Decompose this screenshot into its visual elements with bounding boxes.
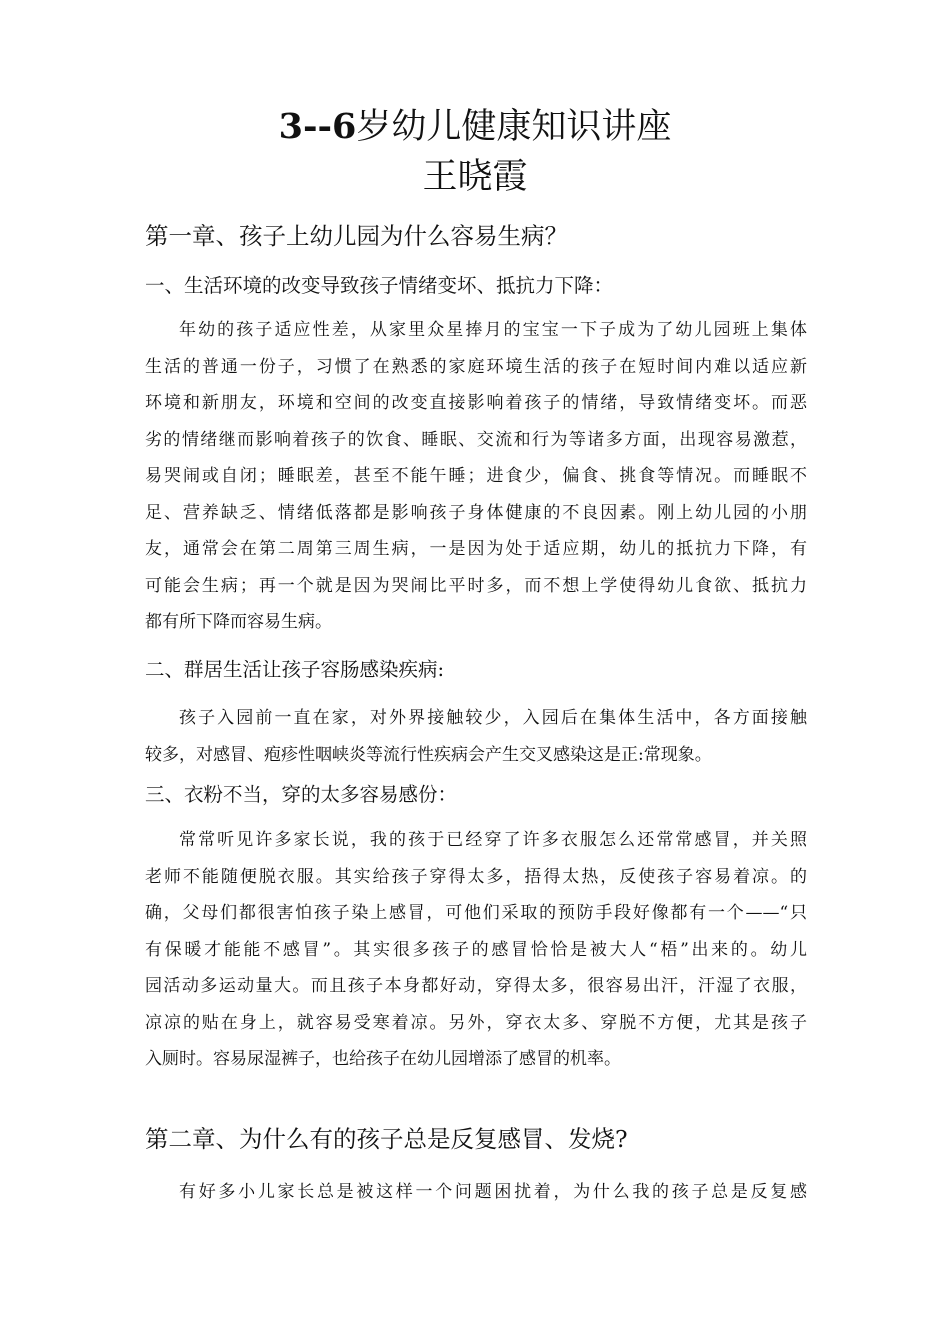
paragraph-line: 环境和新朋友，环境和空间的改变直接影响着孩子的情绪，导致情绪变坏。而恶 (145, 393, 807, 413)
section3-paragraph (145, 822, 807, 1078)
chapter1-heading: 第一章、孩子上幼儿园为什么容易生病？ (145, 222, 568, 250)
section2-paragraph (145, 700, 807, 773)
paragraph-line: 凉凉的贴在身上，就容易受寒着凉。另外，穿衣太多、穿脱不方便，尤其是孩子 (145, 1012, 807, 1033)
paragraph-line: 易哭闹或自闭；睡眠差，甚至不能午睡；进食少，偏食、挑食等情况。而睡眠不 (145, 466, 807, 486)
paragraph-line: 园活动多运动量大。而且孩子本身都好动，穿得太多，很容易出汗，汗湿了衣服， (145, 976, 807, 996)
paragraph-line: 较多，对感冒、疱疹性咽峡炎等流行性疾病会产生交叉感染这是正:常现象。 (145, 744, 712, 765)
paragraph-line: 友，通常会在第二周第三周生病，一是因为处于适应期，幼儿的抵抗力下降，有 (145, 539, 807, 559)
section1-heading: 一、生活环境的改变导致孩子情绪变坏、抵抗力下降： (145, 274, 614, 297)
paragraph-line: 劣的情绪继而影响着孩子的饮食、睡眠、交流和行为等诸多方面，出现容易激惹， (145, 429, 807, 450)
paragraph-line: 可能会生病；再一个就是因为哭闹比平时多，而不想上学使得幼儿食欲、抵抗力 (145, 575, 807, 596)
paragraph-line: 常常听见许多家长说，我的孩于已经穿了许多衣服怎么还常常感冒，并关照 (179, 830, 807, 850)
author-name: 王晓霞 (422, 157, 528, 197)
document-title (0, 105, 950, 149)
paragraph-line: 有好多小儿家长总是被这样一个问题困扰着，为什么我的孩子总是反复感 (179, 1182, 807, 1202)
paragraph-line: 确，父母们都很害怕孩子染上感冒，可他们采取的预防手段好像都有一个——“只 (145, 903, 807, 923)
section1-paragraph (145, 312, 807, 641)
paragraph-line: 孩子入园前一直在家，对外界接触较少，入园后在集体生活中，各方面接触 (179, 708, 807, 728)
section3-heading: 三、衣粉不当，穿的太多容易感份： (145, 783, 458, 806)
title-number: 3--6 (278, 106, 357, 147)
paragraph-line: 年幼的孩子适应性差，从家里众星捧月的宝宝一下子成为了幼儿园班上集体 (179, 320, 807, 340)
chapter2-heading: 第二章、为什么有的孩子总是反复感冒、发烧? (145, 1125, 628, 1153)
paragraph-line: 老师不能随便脱衣服。其实给孩子穿得太多，捂得太热，反使孩子容易着凉。的 (145, 866, 807, 887)
section2-heading: 二、群居生活让孩子容肠感染疾病: (145, 658, 445, 681)
paragraph-line: 足、营养缺乏、情绪低落都是影响孩子身体健康的不良因素。刚上幼儿园的小朋 (145, 502, 807, 523)
paragraph-line: 入厕时。容易尿湿裤子，也给孩子在幼儿园增添了感冒的机率。 (145, 1049, 621, 1069)
title-text: 岁幼儿健康知识讲座 (356, 107, 672, 147)
paragraph-line: 有保暖才能能不感冒”。其实很多孩子的感冒恰恰是被大人“梧”出来的。幼儿 (145, 939, 807, 960)
paragraph-line: 生活的普通一份子，习惯了在熟悉的家庭环境生活的孩子在短时间内难以适应新 (145, 356, 807, 377)
chapter2-paragraph (145, 1174, 807, 1211)
paragraph-line: 都有所下降而容易生病。 (145, 612, 332, 632)
